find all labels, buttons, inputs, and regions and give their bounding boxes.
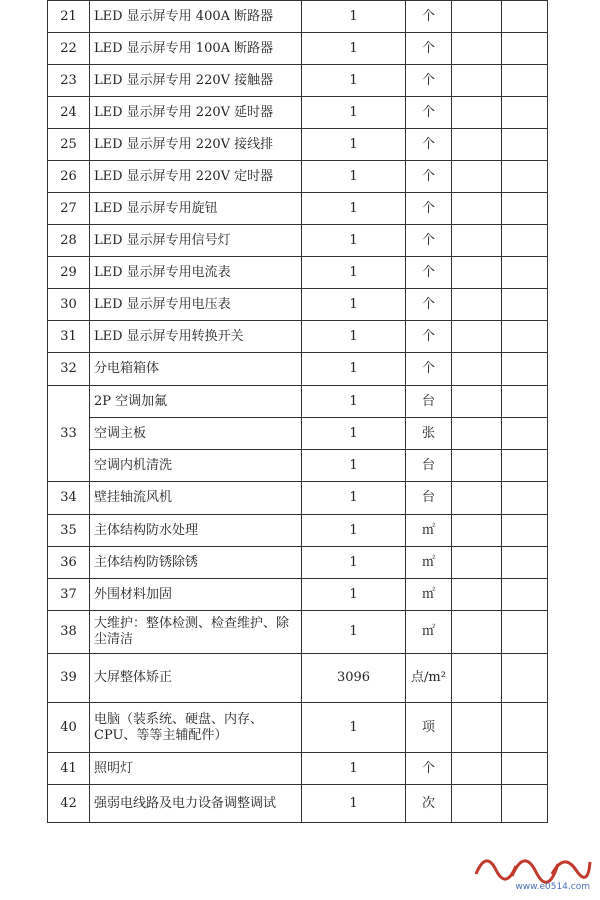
items-table-body <box>48 1 548 823</box>
item-quantity: 1 <box>302 753 406 785</box>
item-quantity: 1 <box>302 418 406 450</box>
item-unit: 个 <box>406 753 452 785</box>
empty-cell <box>502 611 548 654</box>
row-number: 38 <box>48 611 90 654</box>
table-row <box>48 654 548 703</box>
item-quantity: 1 <box>302 321 406 353</box>
empty-cell <box>452 654 502 703</box>
row-number: 32 <box>48 353 90 386</box>
table-row <box>48 321 548 353</box>
item-unit: 个 <box>406 1 452 33</box>
item-unit: 台 <box>406 482 452 515</box>
row-number: 24 <box>48 97 90 129</box>
empty-cell <box>452 321 502 353</box>
item-name: 空调内机清洗 <box>90 450 302 482</box>
item-name: LED 显示屏专用旋钮 <box>90 193 302 225</box>
empty-cell <box>502 321 548 353</box>
empty-cell <box>452 579 502 611</box>
empty-cell <box>452 515 502 547</box>
row-number: 33 <box>48 386 90 482</box>
empty-cell <box>452 1 502 33</box>
item-unit: 台 <box>406 450 452 482</box>
empty-cell <box>502 1 548 33</box>
empty-cell <box>452 65 502 97</box>
empty-cell <box>502 353 548 386</box>
table-row <box>48 65 548 97</box>
item-quantity: 1 <box>302 547 406 579</box>
row-number: 36 <box>48 547 90 579</box>
empty-cell <box>452 289 502 321</box>
item-quantity: 1 <box>302 161 406 193</box>
item-quantity: 1 <box>302 193 406 225</box>
item-name: 大屏整体矫正 <box>90 654 302 703</box>
item-quantity: 1 <box>302 33 406 65</box>
item-unit: 个 <box>406 289 452 321</box>
item-name: 强弱电线路及电力设备调整调试 <box>90 785 302 823</box>
empty-cell <box>452 161 502 193</box>
item-name: LED 显示屏专用 400A 断路器 <box>90 1 302 33</box>
item-unit: 个 <box>406 161 452 193</box>
empty-cell <box>502 418 548 450</box>
row-number: 26 <box>48 161 90 193</box>
item-quantity: 1 <box>302 703 406 753</box>
table-row <box>48 482 548 515</box>
row-number: 30 <box>48 289 90 321</box>
empty-cell <box>502 289 548 321</box>
empty-cell <box>452 450 502 482</box>
empty-cell <box>452 257 502 289</box>
item-quantity: 3096 <box>302 654 406 703</box>
item-unit: 个 <box>406 33 452 65</box>
empty-cell <box>502 129 548 161</box>
table-row <box>48 225 548 257</box>
row-number: 35 <box>48 515 90 547</box>
watermark-logo <box>472 844 592 894</box>
item-name: 外围材料加固 <box>90 579 302 611</box>
item-name: LED 显示屏专用转换开关 <box>90 321 302 353</box>
item-quantity: 1 <box>302 611 406 654</box>
item-name: LED 显示屏专用电流表 <box>90 257 302 289</box>
empty-cell <box>452 353 502 386</box>
empty-cell <box>452 193 502 225</box>
empty-cell <box>502 785 548 823</box>
empty-cell <box>452 611 502 654</box>
empty-cell <box>502 65 548 97</box>
item-name: 主体结构防水处理 <box>90 515 302 547</box>
item-quantity: 1 <box>302 65 406 97</box>
table-row <box>48 450 548 482</box>
empty-cell <box>502 703 548 753</box>
empty-cell <box>502 753 548 785</box>
item-unit: 个 <box>406 225 452 257</box>
item-name: 主体结构防锈除锈 <box>90 547 302 579</box>
item-unit: ㎡ <box>406 611 452 654</box>
item-unit: 次 <box>406 785 452 823</box>
item-quantity: 1 <box>302 289 406 321</box>
table-row <box>48 161 548 193</box>
empty-cell <box>452 129 502 161</box>
empty-cell <box>502 482 548 515</box>
table-row <box>48 353 548 386</box>
empty-cell <box>452 225 502 257</box>
item-name: 电脑（装系统、硬盘、内存、CPU、等等主辅配件） <box>90 703 302 753</box>
table-row <box>48 418 548 450</box>
table-row <box>48 785 548 823</box>
item-quantity: 1 <box>302 1 406 33</box>
empty-cell <box>502 225 548 257</box>
empty-cell <box>452 753 502 785</box>
item-unit: 个 <box>406 129 452 161</box>
item-quantity: 1 <box>302 353 406 386</box>
item-name: LED 显示屏专用信号灯 <box>90 225 302 257</box>
row-number: 25 <box>48 129 90 161</box>
watermark-logo-graphic <box>472 844 592 884</box>
table-row <box>48 97 548 129</box>
row-number: 40 <box>48 703 90 753</box>
item-unit: 张 <box>406 418 452 450</box>
empty-cell <box>502 654 548 703</box>
table-row <box>48 753 548 785</box>
table-row <box>48 515 548 547</box>
row-number: 28 <box>48 225 90 257</box>
empty-cell <box>452 703 502 753</box>
empty-cell <box>502 547 548 579</box>
item-quantity: 1 <box>302 225 406 257</box>
table-row <box>48 386 548 418</box>
empty-cell <box>502 386 548 418</box>
row-number: 21 <box>48 1 90 33</box>
table-row <box>48 611 548 654</box>
empty-cell <box>452 547 502 579</box>
table-row <box>48 33 548 65</box>
row-number: 41 <box>48 753 90 785</box>
item-name: LED 显示屏专用 100A 断路器 <box>90 33 302 65</box>
table-row <box>48 547 548 579</box>
row-number: 27 <box>48 193 90 225</box>
empty-cell <box>502 193 548 225</box>
empty-cell <box>502 33 548 65</box>
item-quantity: 1 <box>302 129 406 161</box>
item-name: LED 显示屏专用 220V 定时器 <box>90 161 302 193</box>
item-name: 照明灯 <box>90 753 302 785</box>
item-unit: 点/m² <box>406 654 452 703</box>
empty-cell <box>502 450 548 482</box>
item-quantity: 1 <box>302 515 406 547</box>
item-quantity: 1 <box>302 785 406 823</box>
item-unit: 个 <box>406 97 452 129</box>
row-number: 22 <box>48 33 90 65</box>
table-row <box>48 579 548 611</box>
item-quantity: 1 <box>302 386 406 418</box>
item-name: 分电箱箱体 <box>90 353 302 386</box>
item-name: 空调主板 <box>90 418 302 450</box>
row-number: 39 <box>48 654 90 703</box>
table-row <box>48 703 548 753</box>
empty-cell <box>452 386 502 418</box>
item-name: 大维护：整体检测、检查维护、除尘清洁 <box>90 611 302 654</box>
row-number: 31 <box>48 321 90 353</box>
item-quantity: 1 <box>302 482 406 515</box>
table-row <box>48 289 548 321</box>
item-unit: ㎡ <box>406 547 452 579</box>
empty-cell <box>452 785 502 823</box>
row-number: 42 <box>48 785 90 823</box>
item-unit: 项 <box>406 703 452 753</box>
row-number: 29 <box>48 257 90 289</box>
item-quantity: 1 <box>302 450 406 482</box>
empty-cell <box>452 418 502 450</box>
empty-cell <box>502 97 548 129</box>
empty-cell <box>452 33 502 65</box>
item-name: LED 显示屏专用电压表 <box>90 289 302 321</box>
empty-cell <box>452 482 502 515</box>
table-row <box>48 129 548 161</box>
table-row <box>48 193 548 225</box>
items-table <box>47 0 548 823</box>
item-unit: 个 <box>406 257 452 289</box>
empty-cell <box>502 161 548 193</box>
item-name: 壁挂轴流风机 <box>90 482 302 515</box>
item-unit: 个 <box>406 321 452 353</box>
item-name: LED 显示屏专用 220V 接线排 <box>90 129 302 161</box>
empty-cell <box>502 257 548 289</box>
empty-cell <box>502 579 548 611</box>
row-number: 34 <box>48 482 90 515</box>
row-number: 23 <box>48 65 90 97</box>
item-quantity: 1 <box>302 97 406 129</box>
row-number: 37 <box>48 579 90 611</box>
watermark-url: www.e0514.com <box>515 882 590 892</box>
item-quantity: 1 <box>302 257 406 289</box>
item-unit: 个 <box>406 353 452 386</box>
item-name: 2P 空调加氟 <box>90 386 302 418</box>
item-unit: ㎡ <box>406 515 452 547</box>
item-quantity: 1 <box>302 579 406 611</box>
item-name: LED 显示屏专用 220V 接触器 <box>90 65 302 97</box>
item-name: LED 显示屏专用 220V 延时器 <box>90 97 302 129</box>
item-unit: 台 <box>406 386 452 418</box>
item-unit: 个 <box>406 65 452 97</box>
empty-cell <box>502 515 548 547</box>
table-row <box>48 1 548 33</box>
table-row <box>48 257 548 289</box>
item-unit: ㎡ <box>406 579 452 611</box>
empty-cell <box>452 97 502 129</box>
item-unit: 个 <box>406 193 452 225</box>
